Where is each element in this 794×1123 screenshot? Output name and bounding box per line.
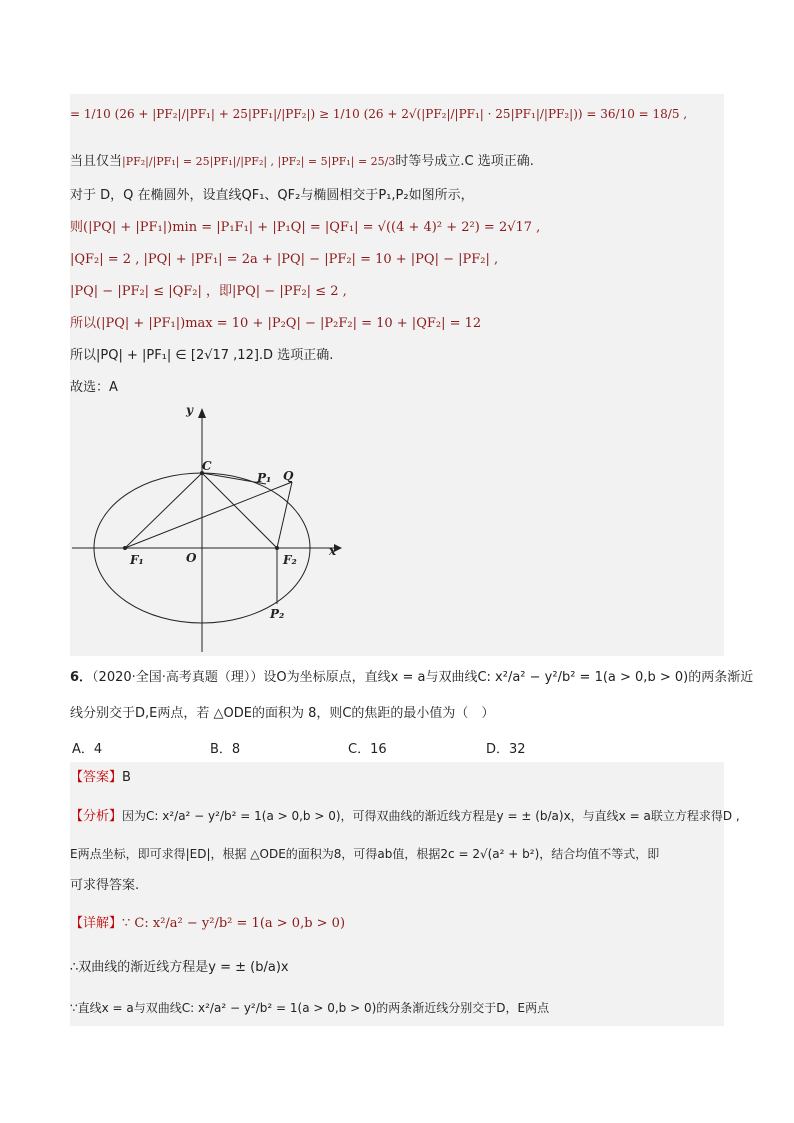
question-number: 6．: [70, 670, 93, 685]
label-p2: P₂: [270, 607, 285, 621]
inequality-line: [70, 104, 724, 124]
question-text-1: 设O为坐标原点，直线x = a与双曲线C: x²/a² − y²/b² = 1(a > 0,b > 0)的两条渐近: [263, 670, 754, 685]
point-f1: [123, 546, 127, 550]
option-d-inequality: [70, 282, 724, 302]
answer-label: 【答案】: [70, 770, 123, 785]
analysis-line-2: E两点坐标，即可求得|ED|，根据 △ODE的面积为8，可得ab值，根据2c = 2√(a² + b²)，结合均值不等式，即: [70, 847, 660, 861]
option-a: A．4: [72, 742, 103, 757]
option-d-maximum: [70, 314, 724, 334]
analysis-line-1: [70, 806, 740, 827]
question-source: （2020·全国·高考真题（理））: [92, 670, 264, 685]
option-b: B．8: [210, 742, 241, 757]
y-axis-arrow: [198, 408, 206, 418]
option-d-minimum: [70, 218, 724, 238]
label-o: O: [186, 551, 197, 565]
option-d-range: [70, 346, 724, 366]
equality-condition-line: [70, 152, 724, 172]
point-f2: [275, 546, 279, 550]
segment-q-f2: [277, 482, 292, 548]
analysis-text-1: 因为C: x²/a² − y²/b² = 1(a > 0,b > 0)，可得双曲线的渐近线方程是y = ± (b/a)x，与直线x = a联立方程求得D ,: [122, 809, 740, 823]
label-y: y: [186, 403, 193, 417]
option-d-intro: 对于 D，Q 在椭圆外，设直线QF₁、QF₂与椭圆相交于P₁,P₂如图所示，: [70, 188, 474, 203]
option-c: C．16: [348, 742, 387, 757]
equality-prefix: 当且仅当: [70, 154, 123, 169]
question-line-2: 线分别交于D,E两点，若 △ODE的面积为 8，则C的焦距的最小值为（ ）: [70, 706, 495, 721]
answer-line: [70, 768, 724, 788]
qf2-expression: |QF₂| = 2 , |PQ| + |PF₁| = 2a + |PQ| − |PF₂| = 10 + |PQ| − |PF₂| ,: [70, 252, 499, 267]
option-d: D．32: [486, 742, 526, 757]
equality-suffix: 时等号成立.C 选项正确.: [395, 154, 534, 169]
detail-line-3: ∵直线x = a与双曲线C: x²/a² − y²/b² = 1(a > 0,b > 0)的两条渐近线分别交于D，E两点: [70, 1001, 550, 1015]
inequality-expression: = 1/10 (26 + |PF₂|/|PF₁| + 25|PF₁|/|PF₂|) ≥ 1/10 (26 + 2√(|PF₂|/|PF₁| · 25|PF₁|/|PF₂|)) = 36/10 = 18/5 ,: [70, 107, 688, 121]
label-p1: P₁: [257, 471, 272, 485]
label-f1: F₁: [130, 553, 144, 567]
ellipse-figure: [70, 400, 370, 656]
label-c: C: [202, 459, 212, 473]
option-d-qf2: [70, 250, 724, 270]
answer-value: B: [122, 770, 131, 785]
segment-f1-c: [125, 473, 202, 548]
final-choice: 故选：A: [70, 380, 118, 395]
label-q: Q: [283, 469, 294, 483]
equality-math: |PF₂|/|PF₁| = 25|PF₁|/|PF₂| , |PF₂| = 5|PF₁| = 25/3: [122, 155, 396, 168]
detail-line-1: [70, 914, 724, 934]
analysis-label: 【分析】: [70, 809, 123, 824]
minimum-expression: 则(|PQ| + |PF₁|)min = |P₁F₁| + |P₁Q| = |QF₁| = √((4 + 4)² + 2²) = 2√17 ,: [70, 220, 541, 235]
label-f2: F₂: [283, 553, 297, 567]
detail-line-2: ∴双曲线的渐近线方程是y = ± (b/a)x: [70, 960, 289, 975]
question-line-1: [70, 668, 754, 688]
maximum-expression: 所以(|PQ| + |PF₁|)max = 10 + |P₂Q| − |P₂F₂| = 10 + |QF₂| = 12: [70, 316, 482, 331]
detail-label: 【详解】: [70, 916, 123, 931]
pq-inequality-expression: |PQ| − |PF₂| ≤ |QF₂| ，即|PQ| − |PF₂| ≤ 2 ,: [70, 284, 347, 299]
label-x: x: [329, 544, 337, 558]
range-expression: 所以|PQ| + |PF₁| ∈ [2√17 ,12].D 选项正确.: [70, 348, 334, 363]
detail-text-1: ∵ C: x²/a² − y²/b² = 1(a > 0,b > 0): [122, 916, 346, 931]
analysis-line-3: 可求得答案.: [70, 878, 140, 893]
